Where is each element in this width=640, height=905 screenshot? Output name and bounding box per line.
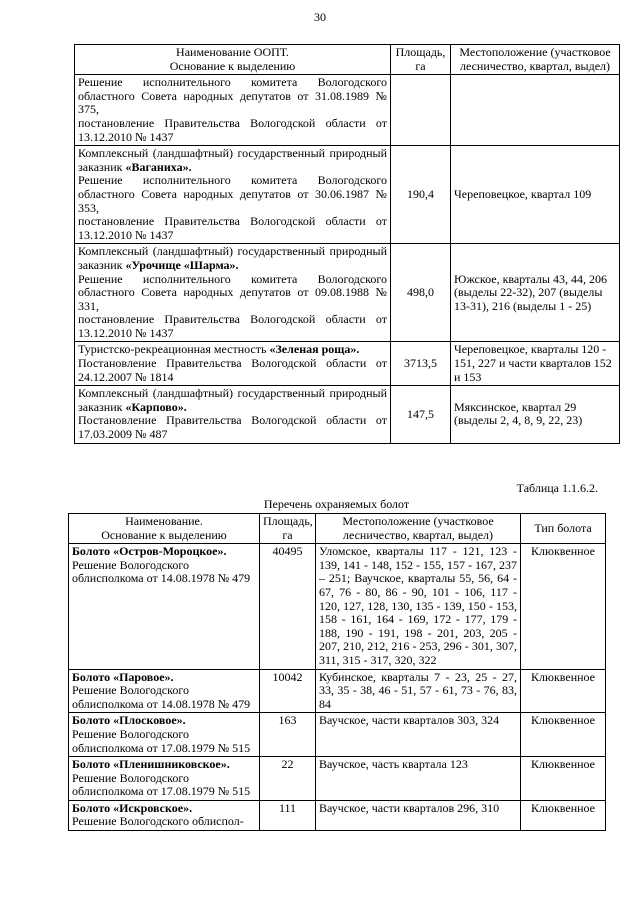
bog-basis: Решение Вологодского облисполкома от 14.08.1978 № 479 (72, 683, 251, 711)
table-row (75, 146, 620, 244)
bog-type: Клюквенное (521, 544, 606, 669)
table-row (69, 757, 606, 801)
area-title-bold: «Урочище «Шарма». (125, 257, 239, 272)
table-row (75, 342, 620, 386)
bog-area: 40495 (260, 544, 316, 669)
area-title-prefix: Туристско-рекреационная местность (78, 342, 270, 357)
table1-header-row (75, 45, 620, 75)
area-title-prefix: Комплексный (ландшафтный) государственный природный заказник (78, 386, 387, 414)
bog-location: Кубинское, кварталы 7 - 23, 25 - 27, 33, 35 - 38, 46 - 51, 57 - 61, 73 - 76, 83, 84 (316, 669, 521, 713)
bog-type: Клюквенное (521, 800, 606, 830)
table1-header-name: Наименование ООПТ. Основание к выделению (75, 45, 391, 75)
bog-area: 22 (260, 757, 316, 801)
page-number: 30 (314, 10, 326, 24)
table-row (69, 544, 606, 669)
bog-basis: Решение Вологодского облиспол- (72, 814, 244, 829)
area-title-prefix: Комплексный (ландшафтный) государственный природный заказник (78, 146, 387, 174)
bog-type: Клюквенное (521, 669, 606, 713)
table-row (69, 713, 606, 757)
table1-header-location: Местоположение (участковое лесничество, квартал, выдел) (451, 45, 620, 75)
bog-name: Болото «Пленишниковское». (72, 757, 230, 772)
table2-header-name: Наименование. Основание к выделению (69, 514, 260, 544)
table-row (69, 669, 606, 713)
bog-location: Ваучское, часть квартала 123 (316, 757, 521, 801)
bog-type: Клюквенное (521, 713, 606, 757)
table-row (69, 800, 606, 830)
area-title-prefix: Комплексный (ландшафтный) государственный природный заказник (78, 244, 387, 272)
bog-name-cell (69, 669, 260, 713)
table1-header-area: Площадь, га (391, 45, 451, 75)
area-location: Мяксинское, квартал 29 (выделы 2, 4, 8, 9, 22, 23) (451, 386, 620, 443)
protected-bogs-table (68, 513, 606, 831)
area-name-cell (75, 386, 391, 443)
table2-header-type: Тип болота (521, 514, 606, 544)
bog-area: 10042 (260, 669, 316, 713)
area-basis: Решение исполнительного комитета Вологодского областного Совета народных депутатов от 31.08.1989 № 375, постановление Правительства Вологодской области от 13.12.2010 № 1437 (78, 75, 387, 144)
area-value: 190,4 (391, 146, 451, 244)
area-name-cell (75, 75, 391, 146)
area-value: 3713,5 (391, 342, 451, 386)
area-location: Южское, кварталы 43, 44, 206 (выделы 22-32), 207 (выделы 13-31), 216 (выделы 1 - 25) (451, 244, 620, 342)
table-title: Перечень охраняемых болот (263, 497, 410, 511)
area-location (451, 75, 620, 146)
bog-name-cell (69, 800, 260, 830)
area-basis: Постановление Правительства Вологодской области от 17.03.2009 № 487 (78, 413, 387, 442)
table-row (75, 386, 620, 443)
area-value: 147,5 (391, 386, 451, 443)
area-title-bold: «Зеленая роща». (269, 342, 360, 357)
area-basis: Решение исполнительного комитета Вологодского областного Совета народных депутатов от 30.06.1987 № 353, постановление Правительства Вологодской области от 13.12.2010 № 1437 (78, 173, 387, 242)
bog-location: Ваучское, части кварталов 296, 310 (316, 800, 521, 830)
table-label: Таблица 1.1.6.2. (516, 481, 598, 495)
bog-location: Уломское, кварталы 117 - 121, 123 - 139, 141 - 148, 152 - 155, 157 - 167, 237 – 251; Ваучское, кварталы 55, 56, 64 - 67, 76 - 80, 86 - 90, 101 - 106, 117 - 120, 127, 128, 130, 135 - 139, 150 - 153, 158 - 161, 164 - 169, 172 - 177, 179 - 188, 190 - 191, 198 - 201, 203, 205 - 207, 210, 212, 216 - 253, 296 - 301, 307, 311, 315 - 317, 320, 322 (316, 544, 521, 669)
area-location: Череповецкое, квартал 109 (451, 146, 620, 244)
bog-area: 111 (260, 800, 316, 830)
bog-name-cell (69, 544, 260, 669)
area-value (391, 75, 451, 146)
bog-basis: Решение Вологодского облисполкома от 17.08.1979 № 515 (72, 726, 251, 755)
bog-area: 163 (260, 713, 316, 757)
area-name-cell (75, 342, 391, 386)
bog-type: Клюквенное (521, 757, 606, 801)
area-location: Череповецкое, кварталы 120 - 151, 227 и части кварталов 152 и 153 (451, 342, 620, 386)
table-row (75, 244, 620, 342)
bog-name-cell (69, 713, 260, 757)
protected-areas-table (74, 44, 620, 444)
area-value: 498,0 (391, 244, 451, 342)
table2-header-location: Местоположение (участковое лесничество, квартал, выдел) (316, 514, 521, 544)
table2-header-area: Площадь, га (260, 514, 316, 544)
bog-basis: Решение Вологодского облисполкома от 17.08.1979 № 515 (72, 770, 251, 799)
bog-name-cell (69, 757, 260, 801)
area-name-cell (75, 146, 391, 244)
bog-name: Болото «Паровое». (72, 669, 174, 684)
area-basis: Постановление Правительства Вологодской области от 24.12.2007 № 1814 (78, 356, 387, 384)
bog-name: Болото «Плосковое». (72, 713, 186, 728)
area-name-cell (75, 244, 391, 342)
area-title-bold: «Карпово». (125, 399, 187, 414)
bog-name: Болото «Искровское». (72, 800, 193, 815)
bog-location: Ваучское, части кварталов 303, 324 (316, 713, 521, 757)
area-title-bold: «Ваганиха». (125, 159, 192, 174)
table2-header-row (69, 514, 606, 544)
bog-name: Болото «Остров-Мороцкое». (72, 544, 227, 559)
bog-basis: Решение Вологодского облисполкома от 14.08.1978 № 479 (72, 557, 251, 586)
table-row (75, 75, 620, 146)
area-basis: Решение исполнительного комитета Вологодского областного Совета народных депутатов от 09.08.1988 № 331, постановление Правительства Вологодской области от 13.12.2010 № 1437 (78, 271, 387, 340)
